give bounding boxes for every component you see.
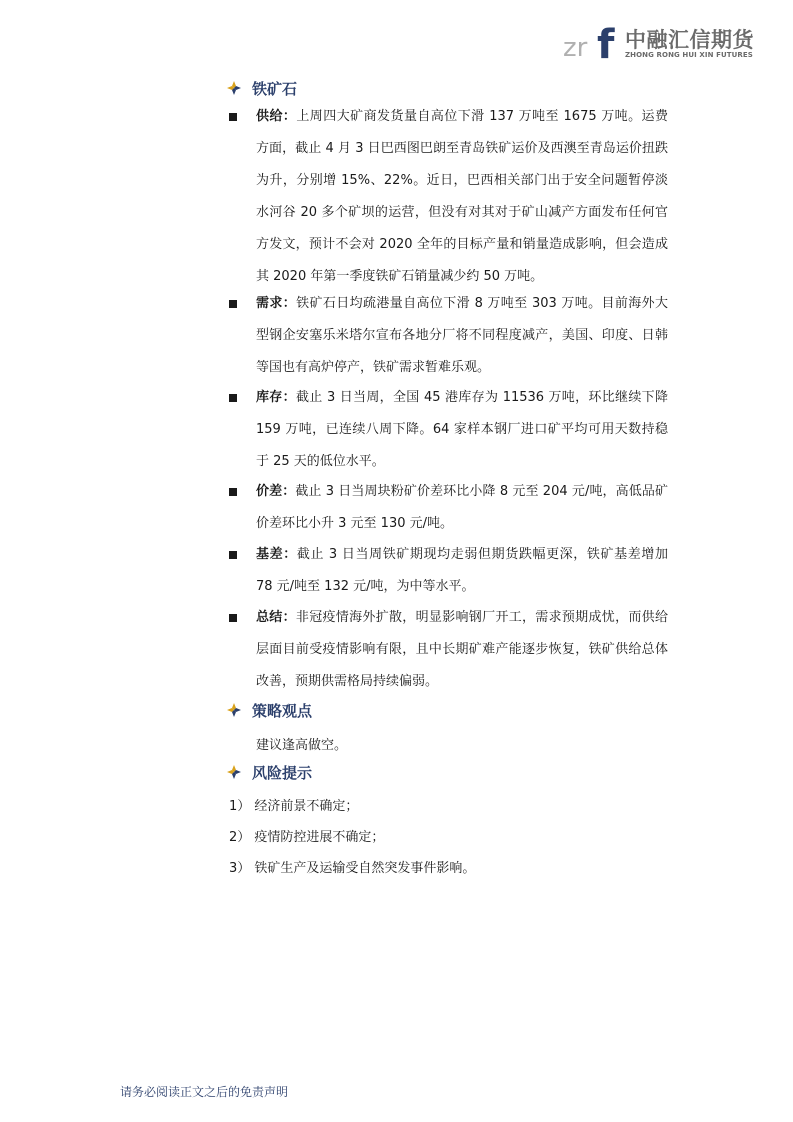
item-text: 上周四大矿商发货量自高位下滑 137 万吨至 1675 万吨。运费方面，截止 4 月 3 日巴西图巴朗至青岛铁矿运价及西澳至青岛运价扭跌为升，分别增 15%、22%。近日，巴西相关部门出于安全问题暂停淡水河谷 20 多个矿坝的运营，但没有对其对于矿山减产方面发布任何官方发文，预计不会对 2020 全年的目标产量和销量造成影响，但会造成其 2020 年第一季度铁矿石销量减少约 50 万吨。: [256, 109, 668, 284]
section-heading-iron-ore: [226, 77, 297, 99]
item-text: 截止 3 日当周块粉矿价差环比小降 8 元至 204 元/吨，高低品矿价差环比小升 3 元至 130 元/吨。: [256, 484, 668, 531]
item-label: 供给：: [256, 109, 297, 124]
logo-english-name: ZHONG RONG HUI XIN FUTURES: [625, 51, 753, 59]
item-label: 库存：: [256, 390, 296, 405]
paragraph-spread: [256, 476, 668, 540]
item-label: 价差：: [256, 484, 296, 499]
square-bullet-icon: [229, 394, 237, 402]
risk-item: [229, 795, 358, 814]
risk-number: 3）: [229, 861, 251, 876]
paragraph-demand: [256, 288, 668, 384]
paragraph-inventory: [256, 382, 668, 478]
risk-text: 铁矿生产及运输受自然突发事件影响。: [254, 861, 476, 876]
svg-text:zr: zr: [563, 33, 588, 63]
square-bullet-icon: [229, 488, 237, 496]
risk-text: 经济前景不确定；: [254, 799, 359, 814]
section-heading-risk: [226, 761, 312, 783]
strategy-text: 建议逢高做空。: [256, 738, 348, 753]
section-heading-strategy: [226, 699, 312, 721]
item-text: 截止 3 日当周铁矿期现均走弱但期货跌幅更深，铁矿基差增加 78 元/吨至 132 元/吨，为中等水平。: [256, 547, 668, 594]
diamond-bullet-icon: [226, 80, 242, 96]
svg-text:f: f: [597, 22, 615, 64]
company-logo: [563, 20, 754, 64]
zrf-logo-icon: [563, 20, 619, 64]
logo-chinese-name: 中融汇信期货: [625, 28, 754, 52]
square-bullet-icon: [229, 614, 237, 622]
risk-item: [229, 826, 384, 845]
square-bullet-icon: [229, 113, 237, 121]
risk-item: [229, 857, 475, 876]
item-label: 总结：: [256, 610, 296, 625]
diamond-bullet-icon: [226, 764, 242, 780]
item-label: 需求：: [256, 296, 297, 311]
disclaimer-footer: 请务必阅读正文之后的免责声明: [120, 1085, 289, 1099]
square-bullet-icon: [229, 551, 237, 559]
item-text: 非冠疫情海外扩散，明显影响钢厂开工，需求预期成忧，而供给层面目前受疫情影响有限，且中长期矿难产能逐步恢复，铁矿供给总体改善，预期供需格局持续偏弱。: [256, 610, 668, 689]
item-text: 截止 3 日当周，全国 45 港库存为 11536 万吨，环比继续下降 159 万吨，已连续八周下降。64 家样本钢厂进口矿平均可用天数持稳于 25 天的低位水平。: [256, 390, 668, 469]
risk-text: 疫情防控进展不确定；: [254, 830, 385, 845]
paragraph-summary: [256, 602, 668, 698]
square-bullet-icon: [229, 300, 237, 308]
section-title: 风险提示: [252, 763, 313, 782]
risk-number: 2）: [229, 830, 251, 845]
item-label: 基差：: [256, 547, 297, 562]
item-text: 铁矿石日均疏港量自高位下滑 8 万吨至 303 万吨。目前海外大型钢企安塞乐米塔尔宣布各地分厂将不同程度减产，美国、印度、日韩等国也有高炉停产，铁矿需求暂难乐观。: [256, 296, 668, 375]
paragraph-supply: [256, 101, 668, 293]
section-title: 铁矿石: [252, 79, 298, 98]
diamond-bullet-icon: [226, 702, 242, 718]
section-title: 策略观点: [252, 701, 313, 720]
paragraph-basis: [256, 539, 668, 603]
risk-number: 1）: [229, 799, 251, 814]
